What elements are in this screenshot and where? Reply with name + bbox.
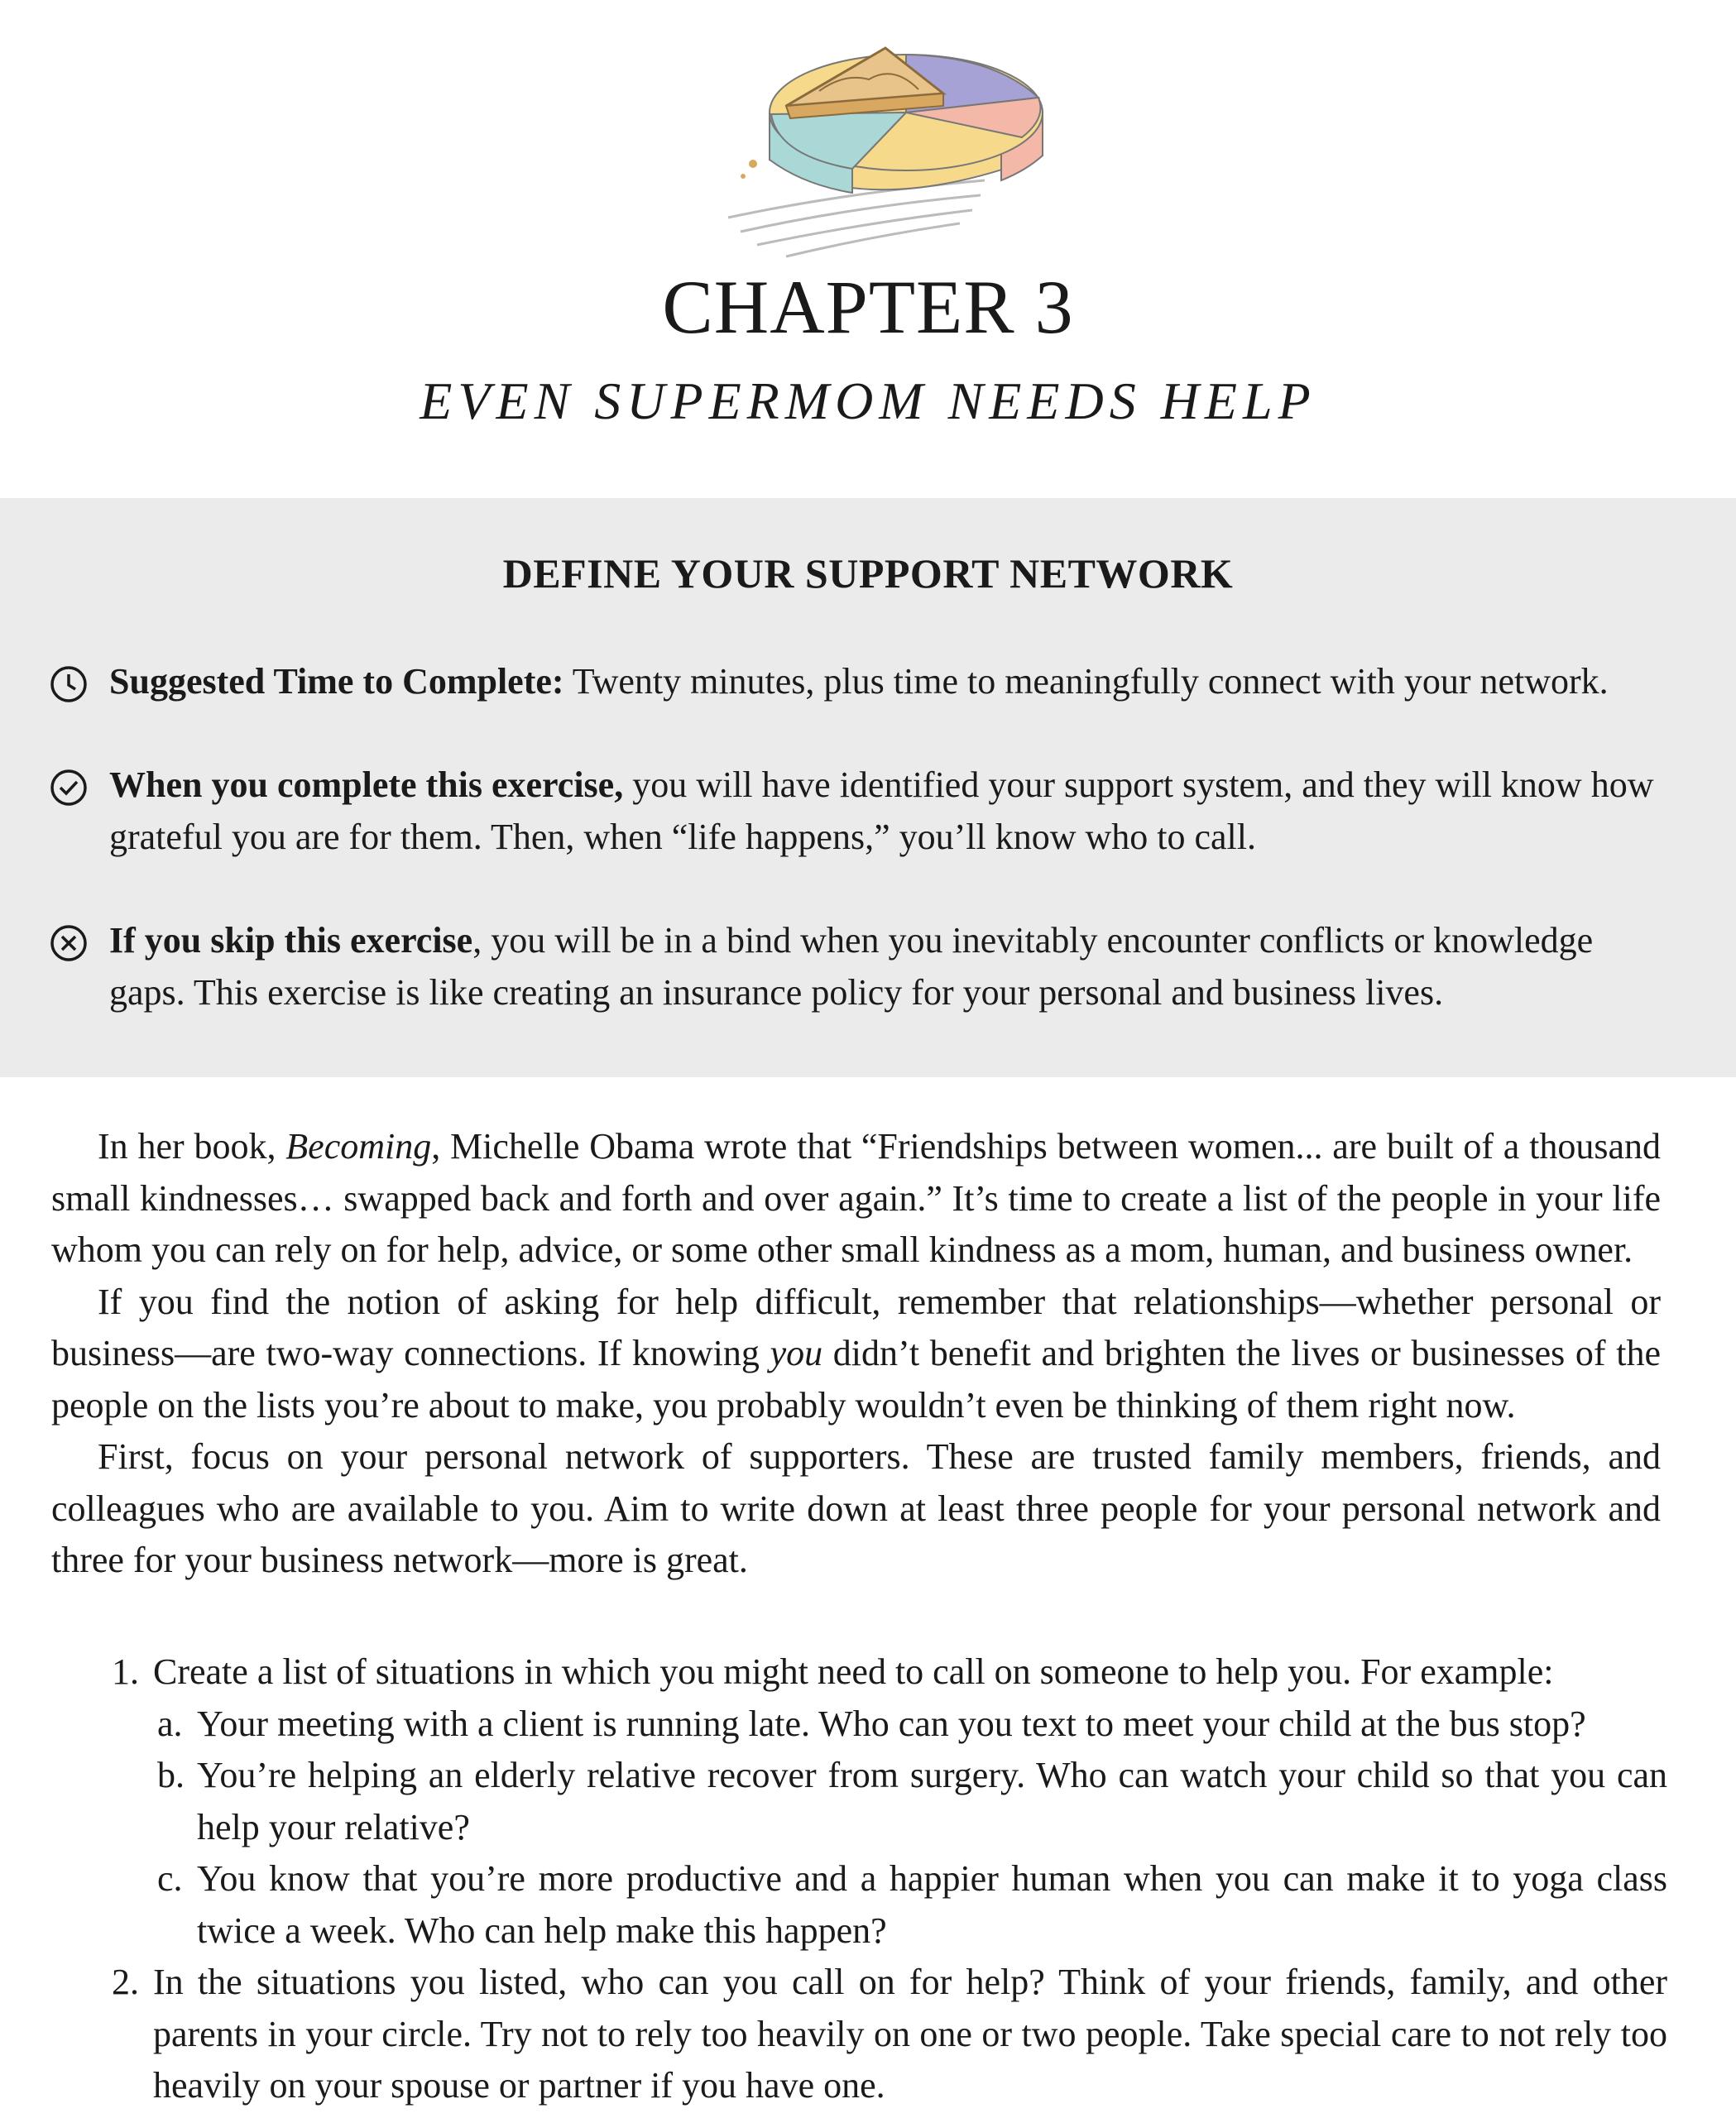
chapter-subtitle: EVEN SUPERMOM NEEDS HELP — [420, 371, 1316, 430]
x-circle-icon — [50, 924, 88, 962]
complete-label: When you complete this exercise, — [109, 764, 624, 805]
list-item-1 — [112, 1646, 1667, 1699]
list-letter: a. — [157, 1704, 183, 1744]
pie-chart-illustration — [695, 15, 1059, 263]
paragraph-2 — [51, 1277, 1661, 1432]
p2-end: didn’t benefit and brighten the lives or businesses of the people on the lists you’re about to make, you probably wouldn’t even be thinking of them right now. — [51, 1333, 1661, 1426]
list-item-2 — [112, 1957, 1667, 2112]
p1-end: , Michelle Obama wrote that “Friendships between women... are built of a thousand small kindnesses… swapped back and forth and over again.” It’s time to create a list of the people in your life whom you can rely on for help, advice, or some other small kindness as a mom, human, and business owner. — [51, 1126, 1661, 1270]
list-text: In the situations you listed, who can you call on for help? Think of your friends, family, and other parents in your circle. Try not to rely too heavily on one or two people. Take special care to not rely too heavily on your spouse or partner if you have one. — [153, 1962, 1667, 2106]
callout-heading: DEFINE YOUR SUPPORT NETWORK — [502, 550, 1234, 597]
time-item — [109, 655, 1665, 707]
list-text: Your meeting with a client is running late. Who can you text to meet your child at the bus stop? — [197, 1704, 1586, 1744]
list-text: You know that you’re more productive and a happier human when you can make it to yoga class twice a week. Who can help make this happen? — [197, 1858, 1667, 1951]
check-circle-icon — [50, 769, 88, 807]
list-letter: b. — [157, 1755, 185, 1795]
list-text: You’re helping an elderly relative recover from surgery. Who can watch your child so that you can help your relative? — [197, 1755, 1667, 1847]
list-text: Create a list of situations in which you might need to call on someone to help you. For example: — [153, 1651, 1554, 1692]
list-subitem-b — [157, 1750, 1667, 1853]
paragraph-1 — [51, 1121, 1661, 1277]
list-number: 2. — [112, 1962, 139, 2002]
complete-text: you will have identified your support system, and they will know how grateful you are for them. Then, when “life happens,” you’ll know who to call. — [109, 764, 1654, 857]
complete-item — [109, 759, 1665, 863]
p2-emphasis: you — [770, 1333, 823, 1373]
chapter-title: CHAPTER 3 — [662, 265, 1074, 349]
pie-chart-with-pie-slice-icon — [728, 48, 1043, 256]
body-text — [51, 1121, 1661, 1587]
p2-start: If you find the notion of asking for help difficult, remember that relationships—whether personal or business—are two-way connections. If knowing — [51, 1281, 1661, 1373]
list-number: 1. — [112, 1651, 139, 1692]
list-subitem-a — [157, 1699, 1667, 1751]
time-label: Suggested Time to Complete: — [109, 661, 564, 702]
list-letter: c. — [157, 1858, 183, 1899]
skip-item — [109, 914, 1665, 1018]
exercise-callout — [0, 498, 1736, 1077]
list-subitem-c — [157, 1853, 1667, 1957]
time-text: Twenty minutes, plus time to meaningfully connect with your network. — [563, 661, 1609, 702]
book-title: Becoming — [285, 1126, 432, 1167]
clock-icon — [50, 665, 88, 703]
skip-text: , you will be in a bind when you inevitably encounter conflicts or knowledge gaps. This exercise is like creating an insurance policy for your personal and business lives. — [109, 920, 1594, 1013]
paragraph-3: First, focus on your personal network of supporters. These are trusted family members, friends, and colleagues who are available to you. Aim to write down at least three people for your personal network and three for your business network—more is great. — [51, 1436, 1661, 1580]
p1-start: In her book, — [98, 1126, 286, 1167]
skip-label: If you skip this exercise — [109, 920, 473, 961]
